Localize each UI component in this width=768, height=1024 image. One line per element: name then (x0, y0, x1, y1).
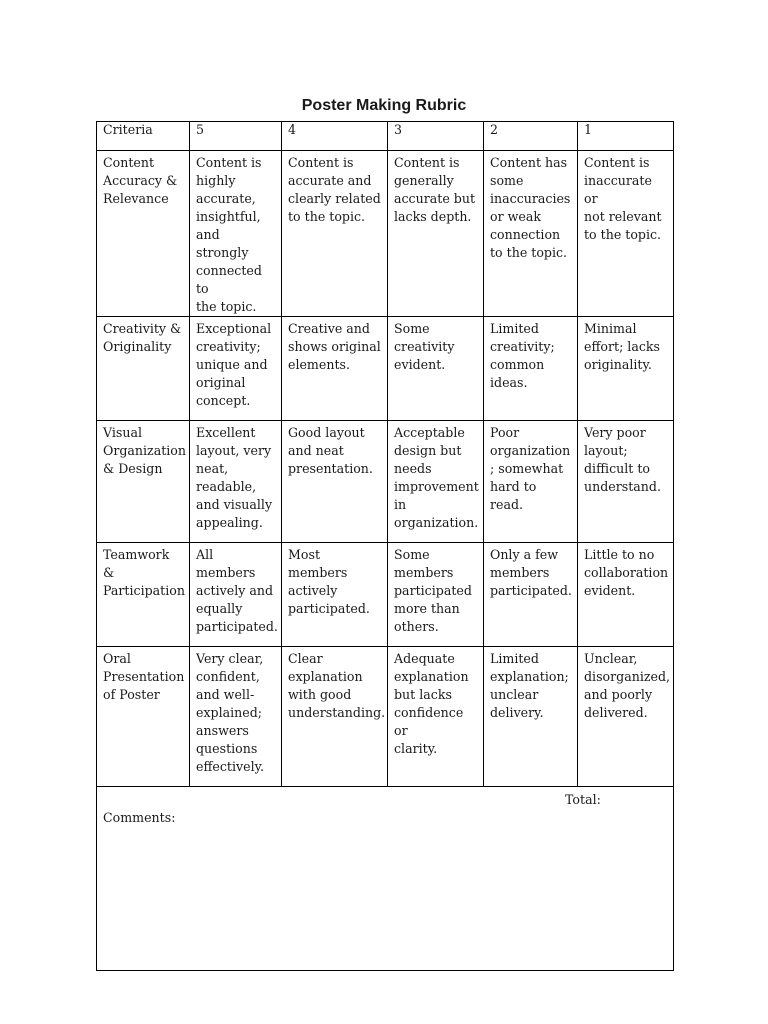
rubric-table (96, 121, 674, 971)
rubric-row-creativity (97, 317, 674, 421)
score-3-cell: Acceptable design but needs improvement in organization. (388, 421, 484, 543)
comments-label: Comments: (103, 810, 176, 825)
score-2-cell: Only a few members participated. (484, 543, 578, 647)
header-score-2: 2 (484, 122, 578, 151)
header-score-4: 4 (282, 122, 388, 151)
rubric-row-teamwork (97, 543, 674, 647)
score-4-cell: Content is accurate and clearly related to the topic. (282, 151, 388, 317)
comments-area[interactable] (97, 787, 674, 971)
comments-row (97, 787, 674, 971)
score-4-cell: Most members actively participated. (282, 543, 388, 647)
rubric-row-oral-presentation (97, 647, 674, 787)
score-1-cell: Very poor layout; difficult to understand. (578, 421, 674, 543)
rubric-row-visual-organization (97, 421, 674, 543)
total-label: Total: (565, 792, 601, 807)
score-1-cell: Minimal effort; lacks originality. (578, 317, 674, 421)
score-1-cell: Content is inaccurate or not relevant to the topic. (578, 151, 674, 317)
score-2-cell: Poor organization ; somewhat hard to read. (484, 421, 578, 543)
score-5-cell: All members actively and equally participated. (190, 543, 282, 647)
criteria-cell: Creativity & Originality (97, 317, 190, 421)
score-3-cell: Some members participated more than others. (388, 543, 484, 647)
score-1-cell: Little to no collaboration evident. (578, 543, 674, 647)
criteria-cell: Visual Organization & Design (97, 421, 190, 543)
criteria-cell: Teamwork & Participation (97, 543, 190, 647)
score-3-cell: Adequate explanation but lacks confidence or clarity. (388, 647, 484, 787)
score-1-cell: Unclear, disorganized, and poorly delivered. (578, 647, 674, 787)
header-score-3: 3 (388, 122, 484, 151)
score-5-cell: Very clear, confident, and well- explained; answers questions effectively. (190, 647, 282, 787)
score-3-cell: Content is generally accurate but lacks depth. (388, 151, 484, 317)
score-2-cell: Limited creativity; common ideas. (484, 317, 578, 421)
score-4-cell: Clear explanation with good understanding. (282, 647, 388, 787)
score-5-cell: Excellent layout, very neat, readable, and visually appealing. (190, 421, 282, 543)
criteria-cell: Content Accuracy & Relevance (97, 151, 190, 317)
rubric-row-content-accuracy (97, 151, 674, 317)
page-title: Poster Making Rubric (301, 97, 467, 114)
score-4-cell: Good layout and neat presentation. (282, 421, 388, 543)
header-criteria: Criteria (97, 122, 190, 151)
score-4-cell: Creative and shows original elements. (282, 317, 388, 421)
header-row (97, 122, 674, 151)
score-2-cell: Limited explanation; unclear delivery. (484, 647, 578, 787)
score-5-cell: Content is highly accurate, insightful, and strongly connected to the topic. (190, 151, 282, 317)
score-5-cell: Exceptional creativity; unique and original concept. (190, 317, 282, 421)
score-3-cell: Some creativity evident. (388, 317, 484, 421)
header-score-5: 5 (190, 122, 282, 151)
header-score-1: 1 (578, 122, 674, 151)
criteria-cell: Oral Presentation of Poster (97, 647, 190, 787)
score-2-cell: Content has some inaccuracies or weak connection to the topic. (484, 151, 578, 317)
